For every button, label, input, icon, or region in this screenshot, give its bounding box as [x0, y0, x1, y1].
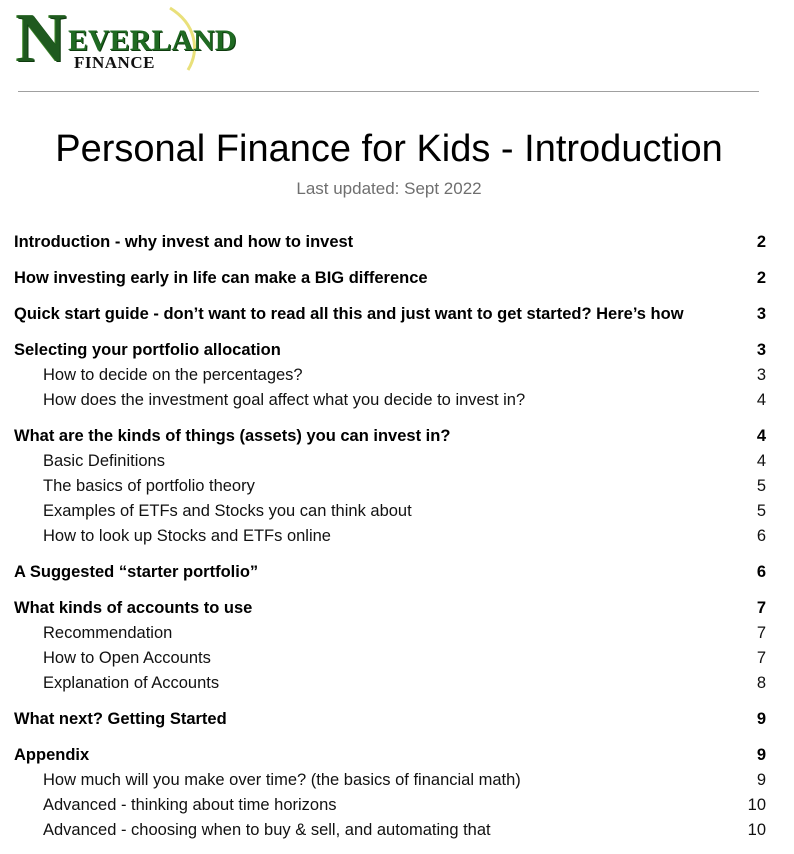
- toc-entry-title: A Suggested “starter portfolio”: [14, 563, 259, 581]
- logo-subtitle: FINANCE: [74, 53, 155, 72]
- logo-wordmark: EVERLAND: [68, 24, 237, 57]
- toc-entry-title: How to Open Accounts: [43, 649, 211, 667]
- toc-entry-title: How much will you make over time? (the basics of financial math): [43, 771, 521, 789]
- toc-subheading-link[interactable]: [14, 524, 766, 549]
- toc-subheading-link[interactable]: [14, 671, 766, 696]
- toc-entry-title: Explanation of Accounts: [43, 674, 220, 692]
- toc-page-number: 7: [756, 649, 766, 667]
- toc-heading-link[interactable]: [14, 707, 766, 732]
- toc-entry-title: Advanced - choosing when to buy & sell, and automating that: [43, 821, 491, 839]
- toc-page-number: 9: [756, 771, 766, 789]
- toc-entry-title: Introduction - why invest and how to invest: [14, 233, 354, 251]
- toc-page-number: 2: [756, 269, 766, 287]
- toc-heading-link[interactable]: [14, 302, 766, 327]
- toc-entry-title: Advanced - thinking about time horizons: [43, 796, 337, 814]
- toc-subheading-link[interactable]: [14, 621, 766, 646]
- toc-page-number: 7: [756, 599, 766, 617]
- toc-entry-title: How investing early in life can make a BIG difference: [14, 269, 428, 287]
- toc-subheading-link[interactable]: [14, 388, 766, 413]
- toc-page-number: 6: [756, 527, 766, 545]
- toc-heading-link[interactable]: [14, 743, 766, 768]
- toc-page-number: 5: [756, 477, 766, 495]
- toc-page-number: 3: [756, 341, 766, 359]
- toc-entry-title: Basic Definitions: [43, 452, 165, 470]
- toc-subheading-link[interactable]: [14, 474, 766, 499]
- toc-entry-title: How to look up Stocks and ETFs online: [43, 527, 331, 545]
- toc-subheading-link[interactable]: [14, 818, 766, 843]
- toc-entry-title: Appendix: [14, 746, 90, 764]
- toc-entry-title: Quick start guide - don’t want to read all this and just want to get started? Here’s how: [14, 305, 684, 323]
- toc-subheading-link[interactable]: [14, 363, 766, 388]
- toc-entry-title: How to decide on the percentages?: [43, 366, 303, 384]
- toc-subheading-link[interactable]: [14, 499, 766, 524]
- toc-subheading-link[interactable]: [14, 768, 766, 793]
- toc-heading-link[interactable]: [14, 338, 766, 363]
- toc-page-number: 4: [756, 391, 766, 409]
- document-title: Personal Finance for Kids - Introduction: [55, 128, 723, 170]
- toc-page-number: 3: [756, 305, 766, 323]
- toc-entry-title: Selecting your portfolio allocation: [14, 341, 281, 359]
- toc-page-number: 10: [747, 821, 766, 839]
- logo-initial: N: [16, 0, 65, 77]
- toc-entry-title: How does the investment goal affect what you decide to invest in?: [43, 391, 526, 409]
- toc-page-number: 3: [756, 366, 766, 384]
- toc-page-number: 4: [756, 427, 766, 445]
- toc-page-number: 10: [747, 796, 766, 814]
- toc-heading-link[interactable]: [14, 424, 766, 449]
- toc-entry-title: Recommendation: [43, 624, 173, 642]
- toc-page-number: 4: [756, 452, 766, 470]
- toc-page-number: 9: [756, 710, 766, 728]
- toc-page-number: 8: [756, 674, 766, 692]
- toc-entry-title: What kinds of accounts to use: [14, 599, 253, 617]
- toc-entry-title: The basics of portfolio theory: [43, 477, 255, 495]
- neverland-finance-logo: [16, 0, 256, 77]
- toc-page-number: 6: [756, 563, 766, 581]
- toc-heading-link[interactable]: [14, 560, 766, 585]
- toc-entry-title: Examples of ETFs and Stocks you can think about: [43, 502, 412, 520]
- toc-heading-link[interactable]: [14, 266, 766, 291]
- toc-subheading-link[interactable]: [14, 449, 766, 474]
- table-of-contents: [14, 230, 766, 843]
- toc-page-number: 9: [756, 746, 766, 764]
- toc-entry-title: What next? Getting Started: [14, 710, 227, 728]
- toc-subheading-link[interactable]: [14, 646, 766, 671]
- toc-entry-title: What are the kinds of things (assets) you can invest in?: [14, 427, 451, 445]
- toc-page-number: 7: [756, 624, 766, 642]
- toc-heading-link[interactable]: [14, 230, 766, 255]
- toc-subheading-link[interactable]: [14, 793, 766, 818]
- header-divider: [18, 91, 759, 92]
- toc-page-number: 2: [756, 233, 766, 251]
- last-updated: Last updated: Sept 2022: [296, 179, 482, 198]
- toc-heading-link[interactable]: [14, 596, 766, 621]
- toc-page-number: 5: [756, 502, 766, 520]
